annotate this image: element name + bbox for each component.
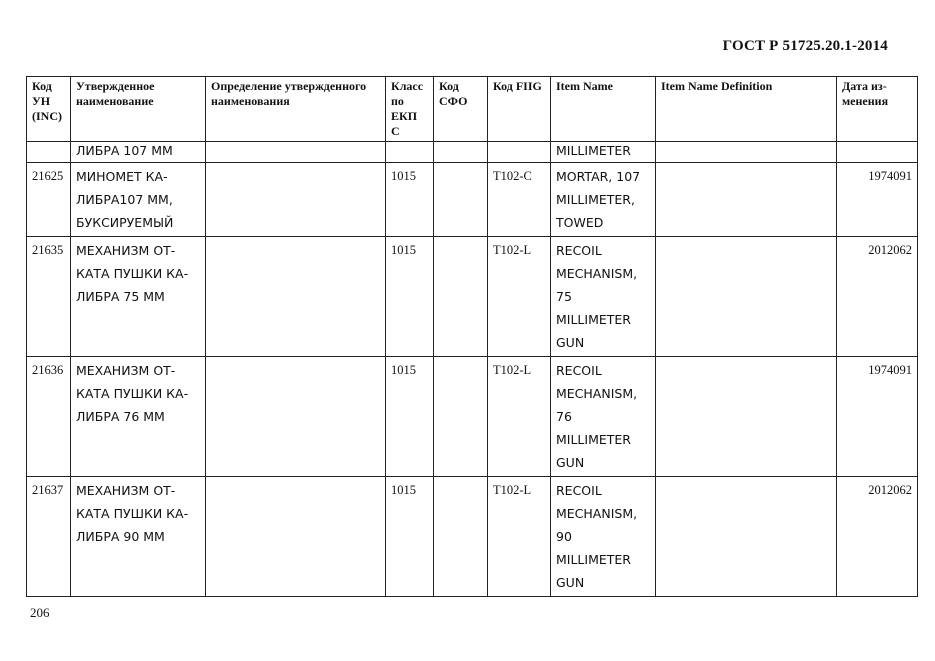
- cell-name-definition: [656, 477, 837, 597]
- cell-sfo: [434, 237, 488, 357]
- cell-name-ru-line: ЛИБРА 90 ММ: [76, 529, 165, 544]
- cell-name-ru-line: МЕХАНИЗМ ОТ-: [76, 243, 176, 258]
- cell-name-en-line: TOWED: [556, 215, 604, 230]
- cell-class: 1015: [386, 237, 434, 357]
- cell-definition: [206, 477, 386, 597]
- cell-name-ru-line: КАТА ПУШКИ КА-: [76, 506, 189, 521]
- cell-name-ru: [71, 163, 206, 237]
- cell-name-ru-line: ЛИБРА 75 ММ: [76, 289, 165, 304]
- cell-name-en-line: MECHANISM,: [556, 506, 638, 521]
- cell-class: 1015: [386, 357, 434, 477]
- cell-name-ru-line: МЕХАНИЗМ ОТ-: [76, 483, 176, 498]
- cell-name-ru-line: БУКСИРУЕМЫЙ: [76, 215, 174, 230]
- cell-name-ru: [71, 357, 206, 477]
- cell-name-ru: [71, 477, 206, 597]
- cell-name-en: [551, 163, 656, 237]
- cell-name-en-line: MILLIMETER: [556, 552, 631, 567]
- cell-name-en: [551, 477, 656, 597]
- cell-sfo: [434, 142, 488, 163]
- cell-name-en-line: GUN: [556, 575, 585, 590]
- cell-name-ru: ЛИБРА 107 ММ: [71, 142, 206, 163]
- cell-date: 1974091: [837, 163, 918, 237]
- cell-name-definition: [656, 142, 837, 163]
- cell-name-en-line: GUN: [556, 335, 585, 350]
- cell-fiig: [488, 142, 551, 163]
- cell-name-en-line: MECHANISM,: [556, 266, 638, 281]
- table-row: [27, 237, 918, 357]
- cell-name-en-line: 76: [556, 409, 572, 424]
- cell-name-ru-line: МЕХАНИЗМ ОТ-: [76, 363, 176, 378]
- document-header: ГОСТ Р 51725.20.1-2014: [722, 38, 888, 54]
- header-change-date: Дата из- менения: [837, 77, 918, 142]
- cell-name-en: [551, 237, 656, 357]
- cell-definition: [206, 237, 386, 357]
- cell-sfo: [434, 477, 488, 597]
- cell-definition: [206, 357, 386, 477]
- cell-class: 1015: [386, 163, 434, 237]
- cell-name-en-line: MORTAR, 107: [556, 169, 641, 184]
- cell-class: 1015: [386, 477, 434, 597]
- cell-fiig: T102-C: [488, 163, 551, 237]
- registry-table: [26, 76, 918, 597]
- header-item-name-definition: Item Name Definition: [656, 77, 837, 142]
- table-header-row: [27, 77, 918, 142]
- table-row: [27, 357, 918, 477]
- cell-name-ru-line: МИНОМЕТ КА-: [76, 169, 168, 184]
- cell-name-en: MILLIMETER: [551, 142, 656, 163]
- header-item-name: Item Name: [551, 77, 656, 142]
- cell-name-definition: [656, 237, 837, 357]
- cell-name-ru-line: КАТА ПУШКИ КА-: [76, 386, 189, 401]
- cell-sfo: [434, 163, 488, 237]
- cell-name-ru-line: ЛИБРА107 ММ,: [76, 192, 173, 207]
- cell-name-en-line: RECOIL: [556, 243, 602, 258]
- cell-name-en-line: RECOIL: [556, 483, 602, 498]
- cell-name-ru: [71, 237, 206, 357]
- cell-name-ru-line: ЛИБРА 76 ММ: [76, 409, 165, 424]
- cell-fiig: T102-L: [488, 357, 551, 477]
- cell-name-en-line: MILLIMETER: [556, 312, 631, 327]
- cell-name-en-line: RECOIL: [556, 363, 602, 378]
- cell-name-en: [551, 357, 656, 477]
- header-class: Класс по ЕКП С: [386, 77, 434, 142]
- cell-fiig: T102-L: [488, 237, 551, 357]
- header-definition: Определение утвержденного наименования: [206, 77, 386, 142]
- cell-date: 2012062: [837, 477, 918, 597]
- cell-code: 21637: [27, 477, 71, 597]
- cell-fiig: T102-L: [488, 477, 551, 597]
- table-row: [27, 477, 918, 597]
- cell-name-en-line: 90: [556, 529, 572, 544]
- cell-code: 21636: [27, 357, 71, 477]
- cell-name-en-line: 75: [556, 289, 572, 304]
- header-sfo: Код СФО: [434, 77, 488, 142]
- cell-definition: [206, 142, 386, 163]
- cell-code: 21625: [27, 163, 71, 237]
- header-fiig: Код FIIG: [488, 77, 551, 142]
- cell-code: 21635: [27, 237, 71, 357]
- cell-name-en-line: MILLIMETER: [556, 432, 631, 447]
- table-row-continuation: [27, 142, 918, 163]
- cell-code: [27, 142, 71, 163]
- cell-name-ru-line: КАТА ПУШКИ КА-: [76, 266, 189, 281]
- cell-date: 1974091: [837, 357, 918, 477]
- cell-date: [837, 142, 918, 163]
- page-number: 206: [30, 605, 50, 620]
- cell-name-en-line: MECHANISM,: [556, 386, 638, 401]
- cell-name-definition: [656, 163, 837, 237]
- table-row: [27, 163, 918, 237]
- cell-name-definition: [656, 357, 837, 477]
- header-code: Код УН (INC): [27, 77, 71, 142]
- cell-sfo: [434, 357, 488, 477]
- cell-name-en-line: GUN: [556, 455, 585, 470]
- cell-class: [386, 142, 434, 163]
- cell-date: 2012062: [837, 237, 918, 357]
- header-approved-name: Утвержденное наименование: [71, 77, 206, 142]
- cell-definition: [206, 163, 386, 237]
- cell-name-en-line: MILLIMETER,: [556, 192, 635, 207]
